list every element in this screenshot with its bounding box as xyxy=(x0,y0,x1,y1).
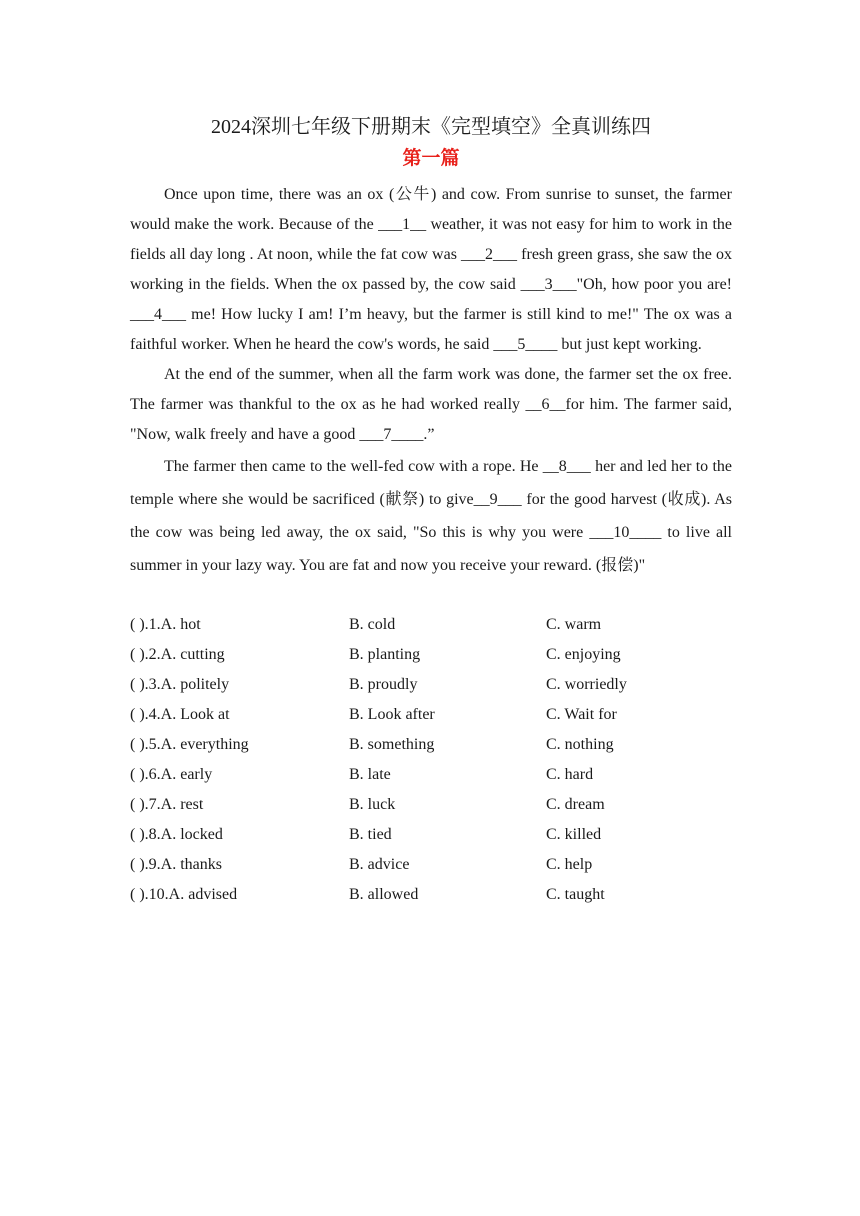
option-a: ( ).5.A. everything xyxy=(130,736,249,753)
option-b: B. planting xyxy=(349,646,421,663)
question-row xyxy=(130,760,732,790)
option-b: B. advice xyxy=(349,856,410,873)
section-title: 第一篇 xyxy=(402,148,460,169)
option-b: B. something xyxy=(349,736,435,753)
option-c: C. killed xyxy=(546,826,602,843)
passage-paragraph: At the end of the summer, when all the farm work was done, the farmer set the ox free. The farmer was thankful to the ox as he had worked really __6__for him. The farmer said, "Now, walk freely and have a good ___7____.” xyxy=(130,366,732,443)
question-row xyxy=(130,820,732,850)
document-page xyxy=(130,112,732,910)
option-c: C. enjoying xyxy=(546,646,621,663)
option-c: C. warm xyxy=(546,616,602,633)
option-b: B. cold xyxy=(349,616,396,633)
option-c: C. worriedly xyxy=(546,676,627,693)
option-a: ( ).6.A. early xyxy=(130,766,213,783)
option-c: C. dream xyxy=(546,796,605,813)
option-b: B. late xyxy=(349,766,391,783)
option-a: ( ).4.A. Look at xyxy=(130,706,230,723)
question-row xyxy=(130,850,732,880)
option-a: ( ).9.A. thanks xyxy=(130,856,222,873)
question-row xyxy=(130,640,732,670)
document-title: 2024深圳七年级下册期末《完型填空》全真训练四 xyxy=(211,116,651,138)
option-c: C. help xyxy=(546,856,593,873)
option-a: ( ).7.A. rest xyxy=(130,796,204,813)
option-a: ( ).2.A. cutting xyxy=(130,646,225,663)
option-c: C. hard xyxy=(546,766,594,783)
option-c: C. Wait for xyxy=(546,706,617,723)
option-b: B. tied xyxy=(349,826,392,843)
question-list xyxy=(130,610,732,910)
question-row xyxy=(130,670,732,700)
option-b: B. proudly xyxy=(349,676,418,693)
question-row xyxy=(130,700,732,730)
passage-paragraph: Once upon time, there was an ox (公牛) and cow. From sunrise to sunset, the farmer would make the work. Because of the ___1__ weather, it was not easy for him to work in the fields all day long . At noon, while the fat cow was ___2___ fresh green grass, she saw the ox working in the fields. When the ox passed by, the cow said ___3___"Oh, how poor you are! ___4___ me! How lucky I am! I’m heavy, but the farmer is still kind to me!" The ox was a faithful worker. When he heard the cow's words, he said ___5____ but just kept working. xyxy=(130,186,732,353)
option-b: B. Look after xyxy=(349,706,435,723)
passage-paragraph: The farmer then came to the well-fed cow with a rope. He __8___ her and led her to the temple where she would be sacrificed (献祭) to give__9___ for the good harvest (收成). As the cow was being led away, the ox said, "So this is why you were ___10____ to live all summer in your lazy way. You are fat and now you receive your reward. (报偿)" xyxy=(130,458,732,574)
option-a: ( ).8.A. locked xyxy=(130,826,223,843)
option-b: B. allowed xyxy=(349,886,419,903)
question-row xyxy=(130,610,732,640)
option-a: ( ).10.A. advised xyxy=(130,886,238,903)
option-a: ( ).1.A. hot xyxy=(130,616,201,633)
question-row xyxy=(130,790,732,820)
option-a: ( ).3.A. politely xyxy=(130,676,230,693)
option-b: B. luck xyxy=(349,796,396,813)
question-row xyxy=(130,730,732,760)
option-c: C. nothing xyxy=(546,736,614,753)
cloze-passage xyxy=(130,180,732,582)
question-row xyxy=(130,880,732,910)
option-c: C. taught xyxy=(546,886,605,903)
